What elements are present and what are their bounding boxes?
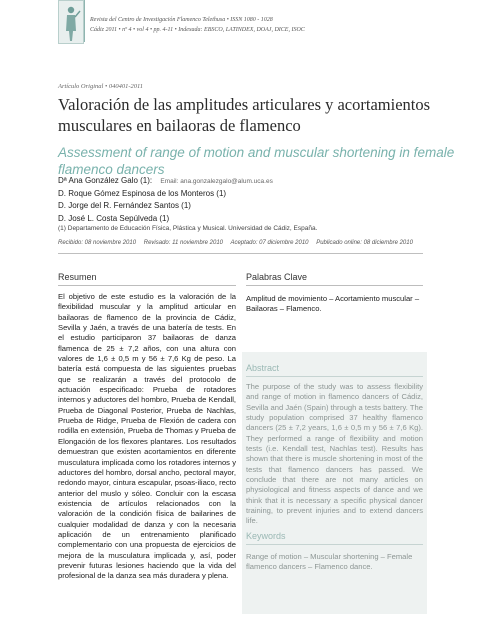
journal-line: Revista del Centro de Investigación Flamenco Telethusa • ISSN 1080 - 1028 — [90, 17, 273, 23]
keywords-text: Range of motion – Muscular shortening – Female flamenco dancers – Flamenco dance. — [246, 552, 413, 572]
issue-line: Cádiz 2011 • nº 4 • vol 4 • pp. 4-11 • Indexada: EBSCO, LATINDEX, DOAJ, DICE, ISOC — [90, 27, 305, 33]
author-name: Dª Ana González Galo (1): — [58, 176, 153, 185]
date-accepted: Aceptado: 07 diciembre 2010 — [230, 240, 309, 246]
publication-dates — [58, 240, 419, 246]
resumen-rule — [58, 285, 236, 286]
title-spanish: Valoración de las amplitudes articulares y acortamientos musculares en bailaoras de flamenco — [58, 95, 431, 135]
date-published: Publicado online: 08 diciembre 2010 — [316, 240, 413, 246]
abstract-rule — [246, 376, 423, 377]
article-type: Artículo Original • 040401-2011 — [58, 83, 144, 90]
header-divider — [84, 0, 85, 42]
affiliation: (1) Departamento de Educación Física, Plástica y Musical. Universidad de Cádiz, España. — [58, 225, 318, 232]
palabras-clave-text: Amplitud de movimiento – Acortamiento muscular – Bailaoras – Flamenco. — [246, 294, 420, 314]
author-4: D. José L. Costa Sepúlveda (1) — [58, 214, 170, 223]
abstract-heading: Abstract — [246, 363, 280, 373]
section-divider — [58, 253, 423, 254]
date-received: Recibido: 08 noviembre 2010 — [58, 240, 137, 246]
abstract-text: The purpose of the study was to assess flexibility and range of motion in flamenco dancers of Cádiz, Sevilla and Jaén (Spain) through a tests battery. The study population comprised 37 healthy flamenco dancers (25 ± 7,2 years, 1,6 ± 0,5 m y 56 ± 7,6 Kg). They performed a range of flexibility and motion tests (i.e. Kendall test, Nachlas test). Results has shown that there is muscle shortening in most of the tests that flamenco dancers has passed. We conclude that there are not many articles on physiological and fitness aspects of dance and we think that it is necessary a specific physical dancer training, to prevent injuries and to extend dancers life. — [246, 382, 423, 526]
palabras-clave-heading: Palabras Clave — [246, 272, 308, 282]
author-1 — [58, 176, 273, 185]
date-revised: Revisado: 11 noviembre 2010 — [143, 240, 224, 246]
author-3: D. Jorge del R. Fernández Santos (1) — [58, 201, 191, 210]
author-email: Email: ana.gonzalezgalo@alum.uca.es — [160, 178, 273, 185]
keywords-heading: Keywords — [246, 531, 286, 541]
resumen-text: El objetivo de este estudio es la valoración de la flexibilidad muscular y la amplitud articular en bailaoras de flamenco de la provincia de Cádiz, Sevilla y Jaén, a través de una batería de tests. En el estudio participaron 37 bailaoras de danza flamenca de 25 ± 7,2 años, con una altura con valores de 1,6 ± 0,5 m y 56 ± 7,6 Kg de peso. La batería está compuesta de las siguientes pruebas que se realizarán a través del protocolo de actuación especificado: Prueba de rotadores internos y aductores del hombro, Prueba de Kendall, Prueba de Diagonal Posterior, Prueba de Nachlas, Prueba de Ridge, Prueba de Flexión de cadera con rodilla en extensión, Prueba de Thomas y Prueba de Elongación de los flexores plantares. Los resultados demuestran que existen acortamientos en diferente musculatura implicada como los rotadores internos y aductores del hombro, dorsal ancho, pectoral mayor, redondo mayor, cintura escapular, psoas-iliaco, recto anterior del muslo y sóleo. Concluir con la escasa existencia de artículos relacionados con la valoración de la condición física de bailarines de cualquier modalidad de danza y con la necesaria aplicación de un entrenamiento planificado complementario con una propuesta de ejercicios de mejora de la musculatura implicada y, así, poder prevenir futuras lesiones haciendo que la vida del profesional de la danza sea más duradera y plena. — [58, 292, 236, 581]
keywords-rule — [246, 544, 423, 545]
palabras-clave-rule — [246, 285, 423, 286]
title-english: Assessment of range of motion and muscular shortening in female flamenco dancers — [58, 145, 455, 177]
journal-logo-icon — [58, 0, 84, 44]
author-2: D. Roque Gómez Espinosa de los Monteros (1) — [58, 189, 227, 198]
resumen-heading: Resumen — [58, 272, 97, 282]
